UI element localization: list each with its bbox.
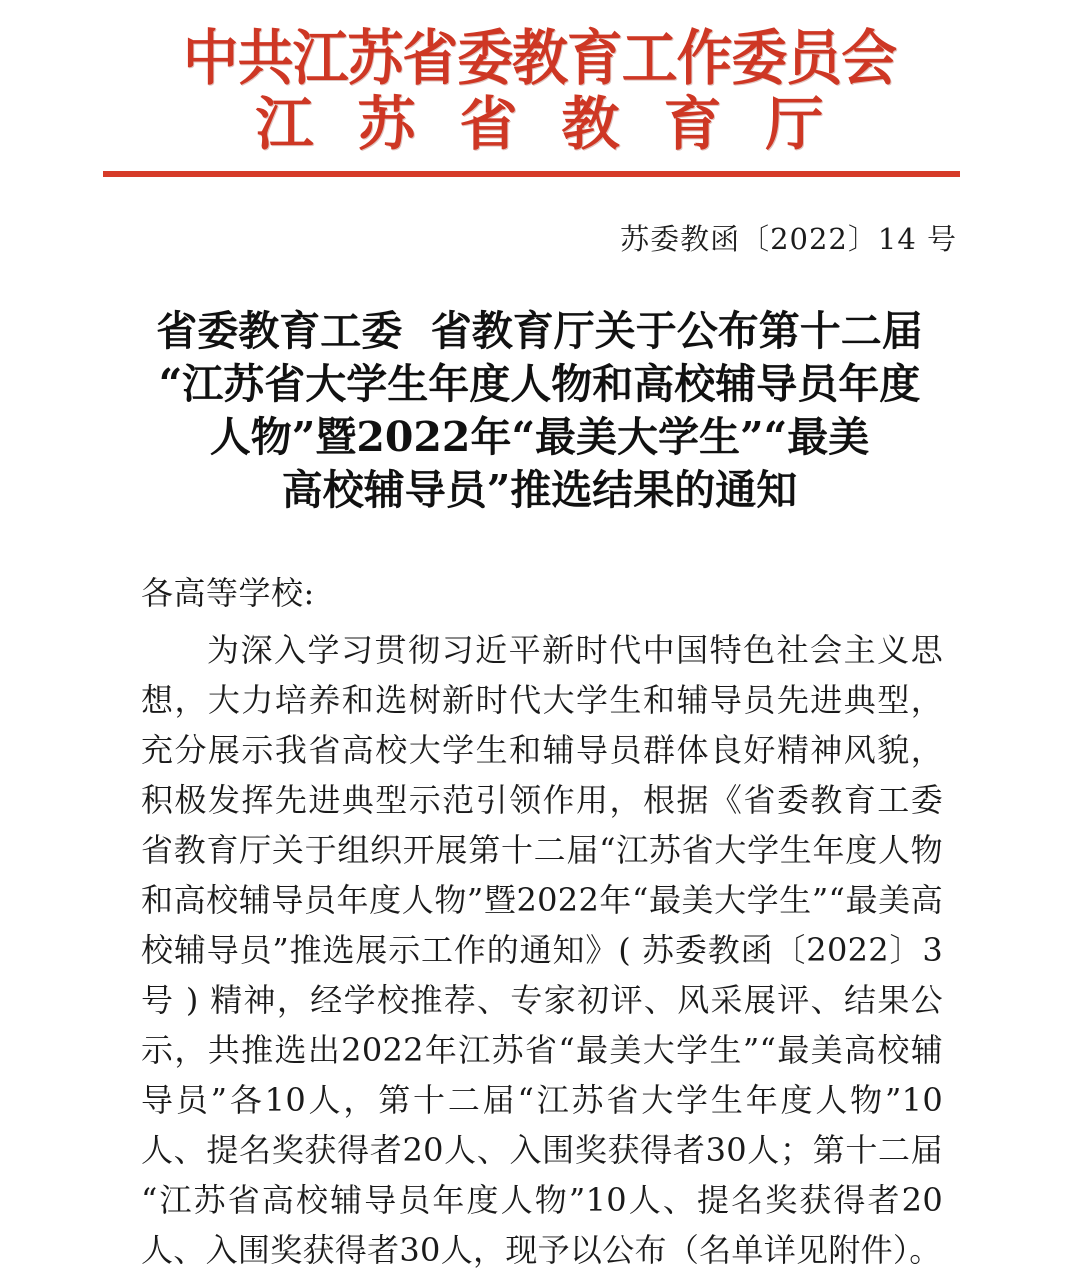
issuer-name-line-2: 江苏省教育厅 [255,90,868,158]
document-title [0,305,1079,517]
title-line: “江苏省大学生年度人物和高校辅导员年度 [158,360,921,408]
document-serial-number: 苏委教函〔2022〕14 号 [620,222,957,256]
title-line: 高校辅导员”推选结果的通知 [281,466,798,514]
title-line: 人物”暨2022年“最美大学生”“最美 [209,413,870,461]
document-body [141,568,943,1275]
letterhead-divider-rule [103,171,960,177]
issuer-name-line-1: 中共江苏省委教育工作委员会 [182,24,897,94]
body-paragraph-1: 为深入学习贯彻习近平新时代中国特色社会主义思想，大力培养和选树新时代大学生和辅导员先进典型，充分展示我省高校大学生和辅导员群体良好精神风貌，积极发挥先进典型示范引领作用，根据《省委教育工委 省教育厅关于组织开展第十二届“江苏省大学生年度人物和高校辅导员年度人物”暨2022年“最美大学生”“最美高校辅导员”推选展示工作的通知》( 苏委教函〔2022〕3号 ) 精神，经学校推荐、专家初评、风采展评、结果公示，共推选出2022年江苏省“最美大学生”“最美高校辅导员”各10人，第十二届“江苏省大学生年度人物”10 人、提名奖获得者20人、入围奖获得者30人；第十二届“江苏省高校辅导员年度人物”10人、提名奖获得者20人、入围奖获得者30人，现予以公布（名单详见附件）。 [141,631,943,1269]
salutation: 各高等学校: [141,574,315,612]
title-line: 省委教育工委 省教育厅关于公布第十二届 [156,307,923,355]
